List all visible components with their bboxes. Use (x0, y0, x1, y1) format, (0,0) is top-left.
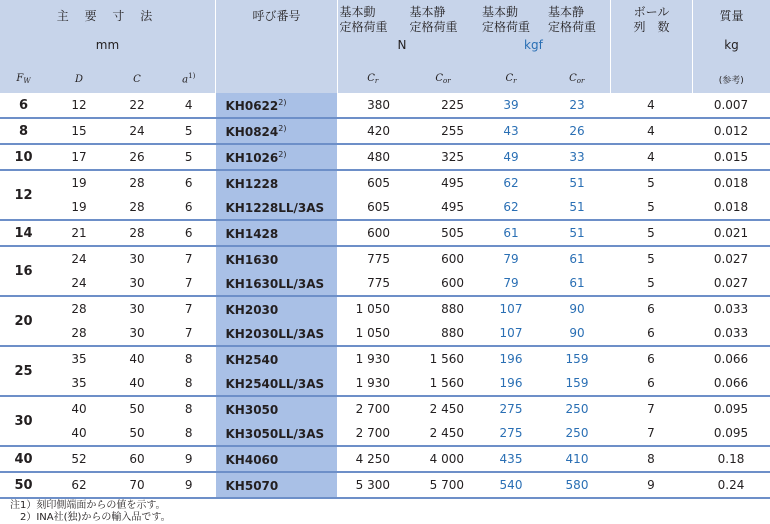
cor-n-cell: 225 (441, 98, 464, 112)
a-cell: 7 (184, 326, 193, 340)
d-cell: 52 (47, 446, 111, 472)
cor-n-cell: 255 (408, 118, 478, 144)
mass-cell: 0.015 (692, 144, 770, 170)
cor-n-cell: 325 (408, 144, 478, 170)
mass-cell: 0.033 (692, 296, 770, 321)
cor-kgf-cell: 61 (544, 246, 610, 271)
dims-header (0, 0, 215, 65)
cor-n-cell: 495 (441, 200, 464, 214)
a-cell: 6 (163, 170, 215, 195)
unit-n: N (397, 38, 407, 52)
d-cell: 24 (47, 246, 111, 271)
d-cell: 35 (47, 346, 111, 371)
cor-kgf-cell: 51 (544, 220, 610, 246)
cr-kgf-cell: 435 (478, 446, 544, 472)
cor-kgf-cell: 23 (569, 98, 585, 112)
mass-cell: 0.18 (692, 446, 770, 472)
mass-cell: 0.018 (692, 170, 770, 195)
dyn-load-kgf-title-line2: 定格荷重 (482, 20, 531, 34)
stat-load-title-line2: 定格荷重 (409, 20, 458, 34)
cor-kgf-cell: 580 (544, 472, 610, 498)
d-cell: 21 (47, 220, 111, 246)
table-row (0, 220, 770, 246)
stat-load-title (410, 5, 458, 35)
cor-n-cell: 5 700 (408, 472, 478, 498)
designation-cell (215, 346, 337, 371)
cr-kgf-cell: 275 (478, 396, 544, 421)
balls-header (610, 0, 692, 65)
c-cell: 70 (111, 472, 163, 498)
fw-cell: 12 (0, 170, 47, 220)
designation-footnote: 2) (278, 123, 287, 133)
mass-cell: 0.066 (713, 376, 749, 390)
cr-kgf-cell: 107 (499, 326, 523, 340)
a-cell: 7 (163, 246, 215, 271)
a-cell: 9 (163, 472, 215, 498)
cor-kgf-cell: 159 (565, 376, 589, 390)
cr-n-cell: 775 (367, 276, 390, 290)
cr-kgf-cell: 43 (478, 118, 544, 144)
sym-cr: $C_r$ (337, 65, 408, 94)
cr-n-cell: 420 (337, 118, 408, 144)
cor-kgf-cell: 26 (544, 118, 610, 144)
dyn-load-title-line1: 基本動 (339, 5, 376, 19)
c-cell: 50 (111, 396, 163, 421)
balls-cell: 9 (610, 472, 692, 498)
designation-text: KH1026 (225, 150, 279, 165)
table-body (0, 93, 770, 498)
cor-n-cell: 4 000 (408, 446, 478, 472)
unit-kgf: kgf (524, 38, 543, 52)
table-row (0, 195, 770, 220)
cr-kgf-cell: 39 (503, 98, 519, 112)
balls-cell: 5 (647, 200, 655, 214)
table-row (0, 170, 770, 195)
balls-cell: 6 (647, 376, 655, 390)
d-cell: 28 (47, 296, 111, 321)
mass-ref: (参考) (692, 65, 770, 94)
fw-cell: 25 (0, 346, 47, 396)
cr-n-cell: 380 (367, 98, 390, 112)
mass-cell: 0.095 (692, 396, 770, 421)
mass-cell: 0.095 (713, 426, 749, 440)
cr-kgf-cell: 107 (478, 296, 544, 321)
a-cell: 8 (163, 396, 215, 421)
cor-kgf-cell: 51 (544, 170, 610, 195)
c-cell: 30 (129, 326, 145, 340)
c-cell: 22 (129, 98, 145, 112)
d-cell: 40 (47, 396, 111, 421)
a-cell: 7 (184, 276, 193, 290)
mass-header (692, 0, 770, 65)
stat-load-kgf-title-line2: 定格荷重 (548, 20, 597, 34)
a-cell: 8 (184, 376, 193, 390)
cor-kgf-cell: 159 (544, 346, 610, 371)
sym-cor-kgf: $C_{or}$ (544, 65, 610, 94)
cor-kgf-cell: 90 (569, 326, 585, 340)
stat-load-title-line1: 基本静 (409, 5, 446, 19)
a-cell: 5 (163, 144, 215, 170)
cr-kgf-cell: 275 (499, 426, 523, 440)
cor-n-cell: 600 (408, 246, 478, 271)
cr-n-cell: 605 (367, 200, 390, 214)
cor-kgf-cell: 250 (565, 426, 589, 440)
cr-kgf-cell: 49 (478, 144, 544, 170)
table-row (0, 246, 770, 271)
mass-cell: 0.24 (692, 472, 770, 498)
cr-n-cell: 1 930 (355, 376, 390, 390)
dims-title: 主 要 寸 法 (56, 9, 159, 23)
c-cell: 40 (111, 346, 163, 371)
balls-cell: 4 (610, 144, 692, 170)
designation-cell (215, 321, 337, 346)
balls-title-line2: 列 数 (633, 20, 670, 34)
table-row (0, 118, 770, 144)
c-cell: 40 (129, 376, 145, 390)
designation-cell (215, 396, 337, 421)
fw-cell: 14 (0, 220, 47, 246)
cr-n-cell: 1 050 (337, 296, 408, 321)
a-cell: 5 (163, 118, 215, 144)
d-cell: 17 (47, 144, 111, 170)
d-cell: 28 (71, 326, 87, 340)
a-cell: 6 (184, 200, 193, 214)
balls-cell: 5 (610, 170, 692, 195)
c-cell: 60 (111, 446, 163, 472)
designation-text: KH5070 (225, 478, 279, 493)
designation-cell (215, 246, 337, 271)
designation-text: KH4060 (225, 452, 279, 467)
cor-kgf-cell: 51 (569, 200, 585, 214)
c-cell: 28 (129, 200, 145, 214)
table-row (0, 446, 770, 472)
c-cell: 24 (111, 118, 163, 144)
c-cell: 28 (111, 170, 163, 195)
cr-kgf-cell: 62 (478, 170, 544, 195)
balls-cell: 6 (610, 296, 692, 321)
footnote-1: 注1）刻印側端面からの値を示す。 (10, 500, 166, 511)
fw-cell: 8 (0, 118, 47, 144)
cor-n-cell: 2 450 (429, 426, 464, 440)
mass-cell: 0.066 (692, 346, 770, 371)
designation-cell (215, 93, 337, 118)
designation-cell (215, 195, 337, 220)
table-header (0, 0, 770, 93)
a-cell: 6 (163, 220, 215, 246)
cr-kgf-cell: 196 (499, 376, 523, 390)
cr-n-cell: 2 700 (337, 396, 408, 421)
footnote-2: 2）INA社(独)からの輸入品です。 (10, 512, 171, 523)
dyn-load-kgf-title (482, 5, 530, 35)
cr-n-cell: 4 250 (337, 446, 408, 472)
mass-cell: 0.012 (692, 118, 770, 144)
a-cell: 8 (184, 426, 193, 440)
d-cell: 15 (47, 118, 111, 144)
table-row (0, 271, 770, 296)
fw-cell: 10 (0, 144, 47, 170)
cr-n-cell: 605 (337, 170, 408, 195)
cor-kgf-cell: 410 (544, 446, 610, 472)
designation-cell (215, 220, 337, 246)
table-row (0, 296, 770, 321)
balls-cell: 5 (647, 276, 655, 290)
balls-title (611, 5, 693, 35)
c-cell: 30 (129, 276, 145, 290)
table-row (0, 396, 770, 421)
cor-n-cell: 505 (408, 220, 478, 246)
cor-kgf-cell: 250 (544, 396, 610, 421)
cor-n-cell: 2 450 (408, 396, 478, 421)
load-n-header (337, 0, 478, 65)
balls-cell: 6 (647, 326, 655, 340)
balls-cell: 4 (647, 98, 655, 112)
designation-text: KH0622 (225, 98, 279, 113)
balls-cell: 4 (610, 118, 692, 144)
dyn-load-kgf-title-line1: 基本動 (482, 5, 519, 19)
designation-cell (215, 421, 337, 446)
designation-text: KH2540 (225, 352, 279, 367)
designation-cell (215, 371, 337, 396)
table-row (0, 144, 770, 170)
mass-cell: 0.021 (692, 220, 770, 246)
dyn-load-title (340, 5, 388, 35)
dyn-load-title-line2: 定格荷重 (339, 20, 388, 34)
designation-cell (215, 118, 337, 144)
cr-n-cell: 480 (337, 144, 408, 170)
designation-footnote: 2) (278, 97, 287, 107)
cor-n-cell: 1 560 (408, 346, 478, 371)
balls-cell: 5 (610, 246, 692, 271)
fw-cell: 30 (0, 396, 47, 446)
sym-fw: $F_W$ (0, 65, 47, 94)
fw-cell: 16 (0, 246, 47, 296)
table-row (0, 346, 770, 371)
d-cell: 40 (71, 426, 87, 440)
cor-n-cell: 1 560 (429, 376, 464, 390)
designation-cell (215, 144, 337, 170)
table-row (0, 93, 770, 118)
cr-kgf-cell: 62 (503, 200, 519, 214)
cor-n-cell: 880 (408, 296, 478, 321)
table-row (0, 321, 770, 346)
balls-cell: 7 (647, 426, 655, 440)
d-cell: 24 (71, 276, 87, 290)
c-cell: 26 (111, 144, 163, 170)
c-cell: 30 (111, 296, 163, 321)
designation-cell (215, 170, 337, 195)
designation-footnote: 2) (278, 149, 287, 159)
a-cell: 8 (163, 346, 215, 371)
c-cell: 50 (129, 426, 145, 440)
table-row (0, 421, 770, 446)
mass-cell: 0.007 (713, 98, 749, 112)
load-kgf-header (478, 0, 610, 65)
designation-text: KH2540LL/3AS (225, 376, 325, 391)
d-cell: 19 (71, 200, 87, 214)
mass-cell: 0.033 (713, 326, 749, 340)
cr-kgf-cell: 540 (478, 472, 544, 498)
cor-kgf-cell: 90 (544, 296, 610, 321)
cr-n-cell: 2 700 (355, 426, 390, 440)
designation-text: KH3050 (225, 402, 279, 417)
designation-text: KH0824 (225, 124, 279, 139)
sym-balls-blank (610, 65, 692, 94)
cr-n-cell: 775 (337, 246, 408, 271)
cor-kgf-cell: 33 (544, 144, 610, 170)
cor-kgf-cell: 61 (569, 276, 585, 290)
designation-text: KH1428 (225, 226, 279, 241)
table-row (0, 371, 770, 396)
c-cell: 30 (111, 246, 163, 271)
footnotes (10, 500, 171, 524)
balls-cell: 7 (610, 396, 692, 421)
mass-cell: 0.027 (692, 246, 770, 271)
sym-cr-kgf: $C_r$ (478, 65, 544, 94)
sym-cor: $C_{or}$ (408, 65, 478, 94)
fw-cell: 50 (0, 472, 47, 498)
designation-text: KH1630 (225, 252, 279, 267)
c-cell: 28 (111, 220, 163, 246)
designation-title: 呼び番号 (252, 9, 301, 23)
designation-cell (215, 271, 337, 296)
a-cell: 9 (163, 446, 215, 472)
designation-text: KH2030LL/3AS (225, 326, 325, 341)
d-cell: 35 (71, 376, 87, 390)
d-cell: 12 (71, 98, 87, 112)
mass-unit: kg (724, 38, 739, 52)
stat-load-kgf-title (548, 5, 596, 35)
balls-cell: 8 (610, 446, 692, 472)
designation-header (215, 0, 337, 65)
d-cell: 62 (47, 472, 111, 498)
cor-n-cell: 600 (441, 276, 464, 290)
cr-n-cell: 1 930 (337, 346, 408, 371)
cr-kgf-cell: 79 (503, 276, 519, 290)
designation-cell (215, 472, 337, 498)
designation-text: KH2030 (225, 302, 279, 317)
dims-unit: mm (95, 38, 120, 52)
designation-text: KH1630LL/3AS (225, 276, 325, 291)
cr-kgf-cell: 196 (478, 346, 544, 371)
balls-cell: 6 (610, 346, 692, 371)
sym-c: C (111, 65, 163, 94)
d-cell: 19 (47, 170, 111, 195)
fw-cell: 40 (0, 446, 47, 472)
cr-n-cell: 5 300 (337, 472, 408, 498)
designation-cell (215, 446, 337, 472)
mass-cell: 0.018 (713, 200, 749, 214)
fw-cell: 20 (0, 296, 47, 346)
balls-cell: 5 (610, 220, 692, 246)
balls-title-line1: ボール (633, 5, 670, 19)
designation-text: KH3050LL/3AS (225, 426, 325, 441)
sym-designation-blank (215, 65, 337, 94)
fw-cell: 6 (18, 97, 29, 113)
mass-title: 質量 (719, 9, 744, 23)
a-cell: 7 (163, 296, 215, 321)
cr-n-cell: 600 (337, 220, 408, 246)
designation-cell (215, 296, 337, 321)
cr-n-cell: 1 050 (355, 326, 390, 340)
cor-n-cell: 495 (408, 170, 478, 195)
cr-kgf-cell: 79 (478, 246, 544, 271)
cr-kgf-cell: 61 (478, 220, 544, 246)
cor-n-cell: 880 (441, 326, 464, 340)
sym-d: D (47, 65, 111, 94)
sym-a: $a^{1)}$ (163, 65, 215, 94)
designation-text: KH1228LL/3AS (225, 200, 325, 215)
table-row (0, 472, 770, 498)
stat-load-kgf-title-line1: 基本静 (548, 5, 585, 19)
a-cell: 4 (184, 98, 193, 112)
mass-cell: 0.027 (713, 276, 749, 290)
designation-text: KH1228 (225, 176, 279, 191)
